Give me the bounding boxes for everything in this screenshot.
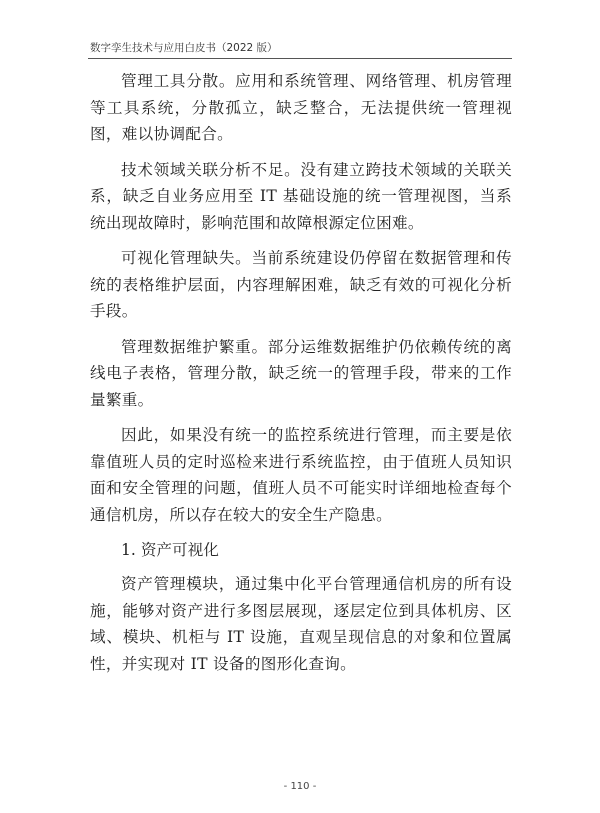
header-rule	[88, 58, 512, 59]
paragraph-data-maintenance: 管理数据维护繁重。部分运维数据维护仍依赖传统的离线电子表格，管理分散，缺乏统一的管理手段，带来的工作量繁重。	[90, 337, 512, 409]
paragraph-conclusion: 因此，如果没有统一的监控系统进行管理，而主要是依靠值班人员的定时巡检来进行系统监控，由于值班人员知识面和安全管理的问题，值班人员不可能实时详细地检查每个通信机房，所以存在较大的安全生产隐患。	[90, 426, 512, 524]
paragraph-asset-management: 资产管理模块，通过集中化平台管理通信机房的所有设施，能够对资产进行多图层展现，逐层定位到具体机房、区域、模块、机柜与 IT 设施，直观呈现信息的对象和位置属性，并实现对 IT 设备的图形化查询。	[90, 575, 512, 673]
page-number: - 110 -	[283, 781, 317, 792]
paragraph-correlation-analysis: 技术领域关联分析不足。没有建立跨技术领域的关联关系，缺乏自业务应用至 IT 基础设施的统一管理视图，当系统出现故障时，影响范围和故障根源定位困难。	[90, 160, 512, 232]
section-heading: 1. 资产可视化	[121, 541, 219, 559]
paragraph-tool-dispersion: 管理工具分散。应用和系统管理、网络管理、机房管理等工具系统，分散孤立，缺乏整合，无法提供统一管理视图，难以协调配合。	[90, 72, 512, 143]
body-text	[90, 68, 512, 686]
paragraph-visual-management: 可视化管理缺失。当前系统建设仍停留在数据管理和传统的表格维护层面，内容理解困难，缺乏有效的可视化分析手段。	[90, 249, 512, 320]
running-header: 数字孪生技术与应用白皮书（2022 版）	[90, 42, 278, 54]
